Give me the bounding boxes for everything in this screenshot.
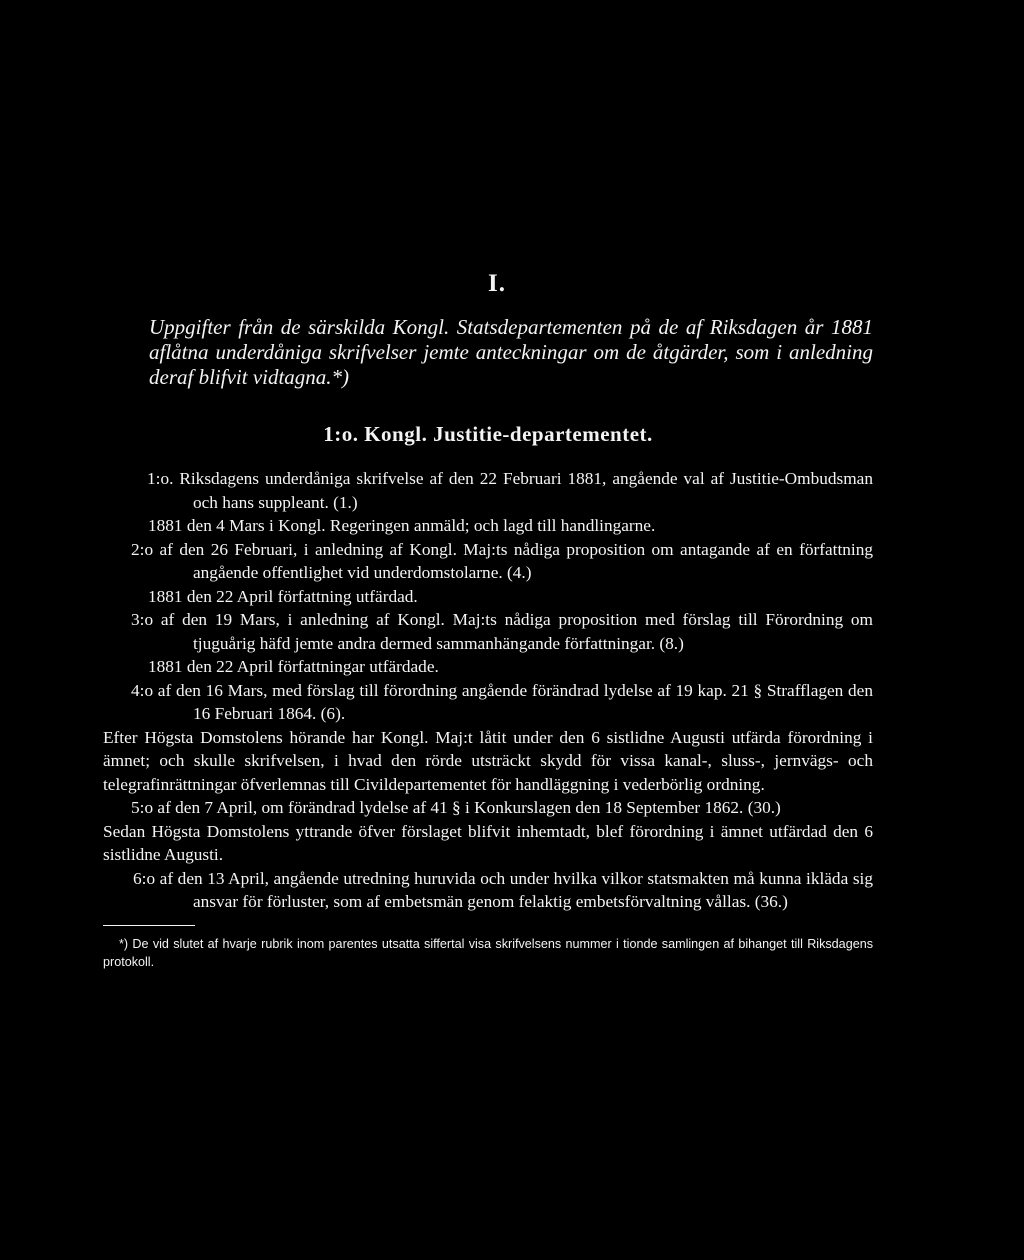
paragraph-item-5: 5:o af den 7 April, om förändrad lydelse af 41 § i Konkurslagen den 18 September 1862. (30.) (131, 798, 781, 817)
paragraph-note-4: Efter Högsta Domstolens hörande har Kongl. Maj:t låtit under den 6 sistlidne Augusti utfärda förordning i ämnet; och skulle skrifvelsen, i hvad den rörde utsträckt skydd för vissa kanal-, sluss-, jernvägs- och telegrafinrättningar öfverlemnas till Civildepartementet för handläggning i vederbörlig ordning. (103, 727, 873, 794)
paragraph-item-6: 6:o af den 13 April, angående utredning huruvida och under hvilka vilkor statsmakten må kunna ikläda sig ansvar för förluster, som af embetsmän genom felaktig embetsförvaltning vållas. (36.) (133, 868, 873, 911)
paragraph-note-3: 1881 den 22 April författningar utfärdade. (148, 657, 439, 676)
document-page (103, 270, 873, 971)
intro-heading: Uppgifter från de särskilda Kongl. Statsdepartementen på de af Riksdagen år 1881 aflåtna underdåniga skrifvelser jemte anteckningar om de åtgärder, som i anledning deraf blifvit vidtagna.*) (149, 315, 873, 389)
paragraph-item-4: 4:o af den 16 Mars, med förslag till förordning angående förändrad lydelse af 19 kap. 21 § Strafflagen den 16 Februari 1864. (6). (131, 680, 873, 723)
paragraph-note-1: 1881 den 4 Mars i Kongl. Regeringen anmäld; och lagd till handlingarne. (148, 516, 656, 535)
footnote: *) De vid slutet af hvarje rubrik inom parentes utsatta siffertal visa skrifvelsens nummer i tionde samlingen af bihanget till Riksdagens protokoll. (103, 936, 873, 969)
footnote-divider (103, 925, 195, 926)
paragraph-item-2: 2:o af den 26 Februari, i anledning af Kongl. Maj:ts nådiga proposition om antagande af en författning angående offentlighet vid underdomstolarne. (4.) (131, 539, 873, 582)
paragraph-note-5: Sedan Högsta Domstolens yttrande öfver förslaget blifvit inhemtadt, blef förordning i ämnet utfärdad den 6 sistlidne Augusti. (103, 821, 873, 864)
chapter-number: I. (488, 270, 506, 297)
section-title: 1:o. Kongl. Justitie-departementet. (323, 422, 653, 446)
paragraph-note-2: 1881 den 22 April författning utfärdad. (148, 586, 418, 606)
paragraph-item-1: 1:o. Riksdagens underdåniga skrifvelse af den 22 Februari 1881, angående val af Justitie-Ombudsman och hans suppleant. (1.) (147, 469, 873, 512)
paragraph-item-3: 3:o af den 19 Mars, i anledning af Kongl. Maj:ts nådiga proposition med förslag till Förordning om tjuguårig häfd jemte andra dermed sammanhängande författningar. (8.) (131, 610, 873, 653)
